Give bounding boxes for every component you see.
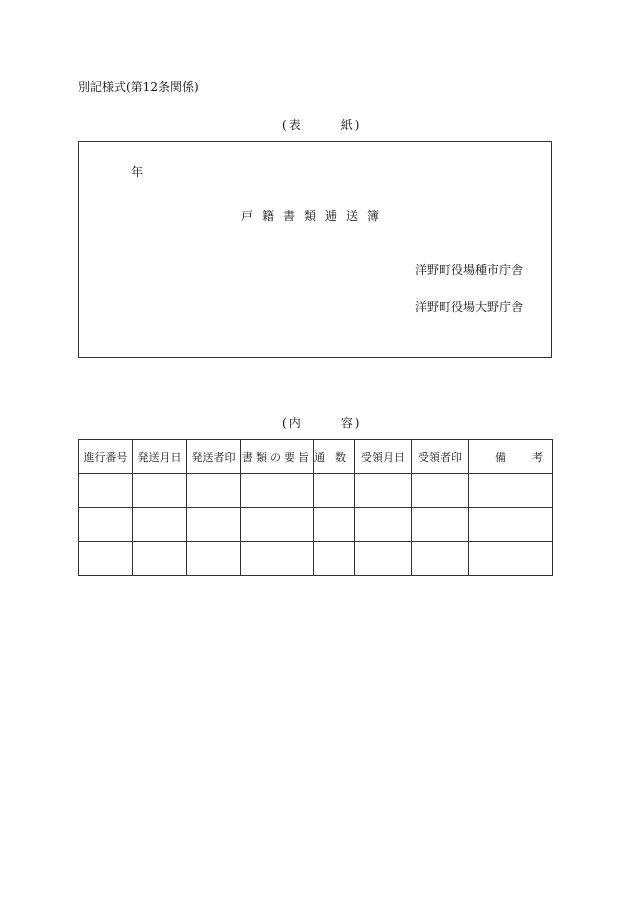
table-cell — [469, 474, 553, 508]
table-cell — [314, 474, 355, 508]
header-receive-date: 受領月日 — [355, 440, 412, 474]
table-cell — [133, 508, 187, 542]
table-cell — [187, 508, 241, 542]
table-cell — [355, 508, 412, 542]
cover-book-title: 戸籍書類逓送簿 — [241, 209, 389, 223]
table-cell — [79, 508, 133, 542]
table-cell — [133, 474, 187, 508]
header-count: 通数 — [314, 440, 355, 474]
table-cell — [79, 542, 133, 576]
header-sender-seal: 発送者印 — [187, 440, 241, 474]
table-cell — [469, 508, 553, 542]
header-progress-number: 進行番号 — [79, 440, 133, 474]
table-header-row — [79, 440, 553, 474]
content-title-paren-close: ) — [354, 416, 360, 430]
cover-year-label: 年 — [131, 165, 144, 179]
cover-title-char-a: 表 — [288, 118, 301, 132]
content-title-char-b: 容 — [340, 416, 353, 430]
table-cell — [314, 542, 355, 576]
table-cell — [241, 474, 314, 508]
table-cell — [355, 474, 412, 508]
table-cell — [412, 542, 469, 576]
cover-title-paren-close: ) — [354, 118, 360, 132]
table-cell — [187, 542, 241, 576]
table-row — [79, 474, 553, 508]
cover-box — [78, 141, 552, 358]
form-label: 別記様式(第12条関係) — [78, 80, 199, 94]
table-cell — [355, 542, 412, 576]
cover-title-char-b: 紙 — [340, 118, 353, 132]
header-send-date: 発送月日 — [133, 440, 187, 474]
header-remarks: 備考 — [469, 440, 553, 474]
table-cell — [412, 474, 469, 508]
table-cell — [314, 508, 355, 542]
table-cell — [241, 508, 314, 542]
content-title-char-a: 内 — [288, 416, 301, 430]
cover-office-ono: 洋野町役場大野庁舎 — [414, 300, 523, 314]
table-row — [79, 542, 553, 576]
table-cell — [187, 474, 241, 508]
table-row — [79, 508, 553, 542]
table-cell — [79, 474, 133, 508]
content-table — [78, 439, 569, 576]
cover-title-paren-open: ( — [282, 118, 287, 132]
table-cell — [241, 542, 314, 576]
content-section-title — [282, 416, 359, 430]
table-cell — [469, 542, 553, 576]
cover-office-tanesichi: 洋野町役場種市庁舎 — [414, 263, 523, 277]
table-cell — [412, 508, 469, 542]
header-document-summary: 書類の要旨 — [241, 440, 314, 474]
header-receiver-seal: 受領者印 — [412, 440, 469, 474]
table-cell — [133, 542, 187, 576]
content-title-paren-open: ( — [282, 416, 287, 430]
cover-section-title — [282, 118, 359, 132]
